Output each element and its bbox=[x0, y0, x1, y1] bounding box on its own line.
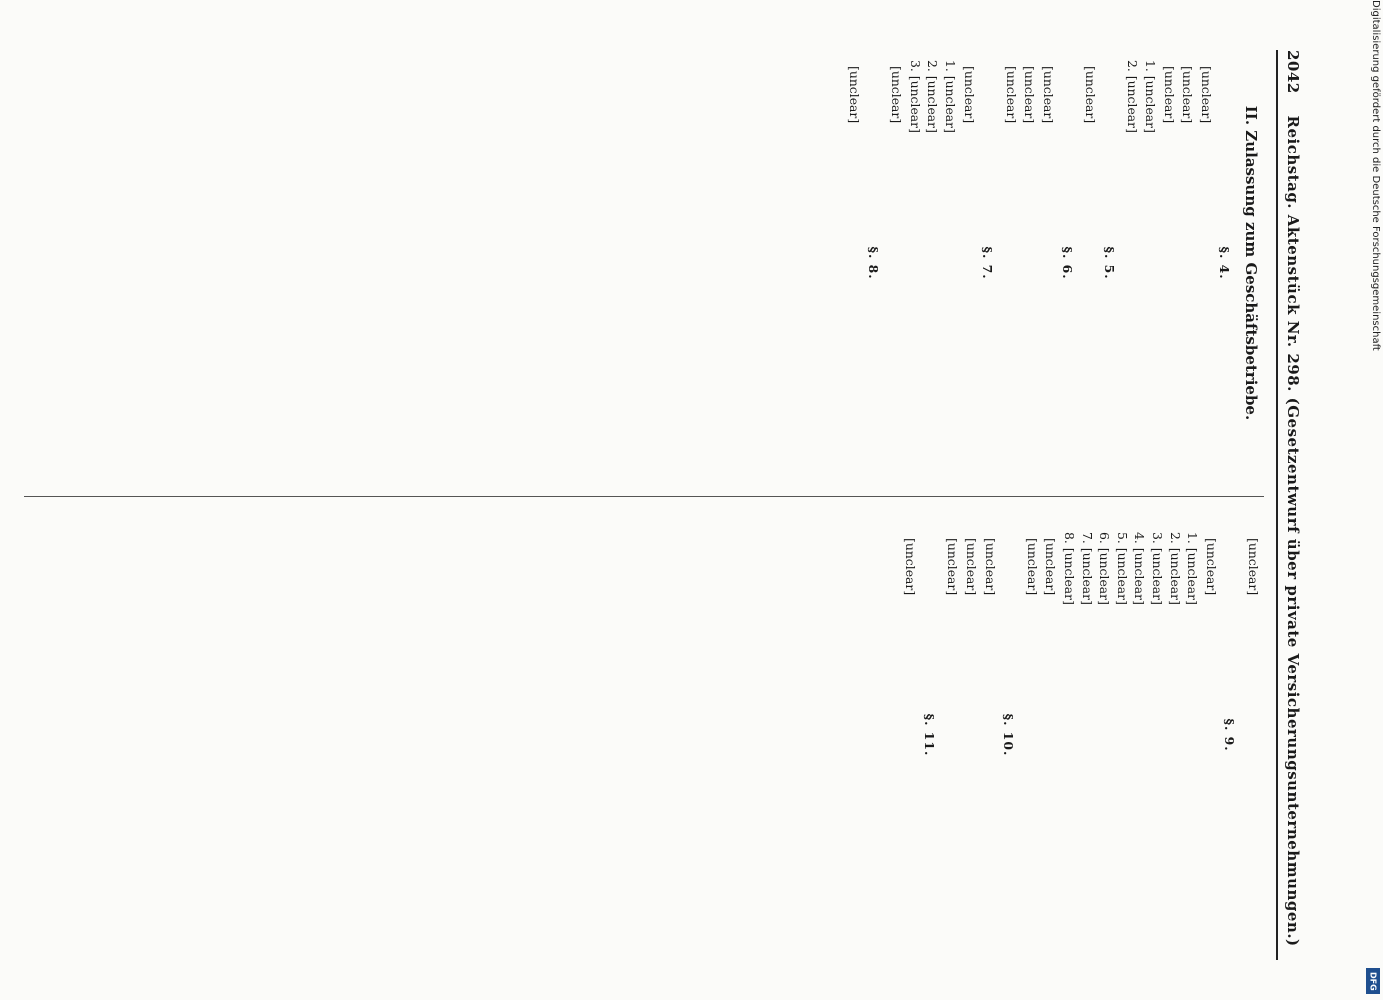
numbered-item: 1. [unclear] bbox=[943, 60, 959, 133]
paragraph: [unclear] bbox=[964, 538, 980, 596]
page-number: 2042 bbox=[1284, 50, 1302, 94]
paragraph: [unclear] bbox=[961, 66, 977, 124]
numbered-item: 3. [unclear] bbox=[907, 60, 923, 133]
paragraph: [unclear] bbox=[1043, 538, 1059, 596]
numbered-item: 2. [unclear] bbox=[925, 60, 941, 133]
dfg-logo-icon: DFG bbox=[1366, 968, 1380, 994]
section-number: §. 5. bbox=[1101, 246, 1117, 280]
page-title: Reichstag. Aktenstück Nr. 298. (Gesetzentwurf über private Versicherungsunternehmungen.) bbox=[1284, 115, 1302, 947]
numbered-item: 7. [unclear] bbox=[1079, 532, 1095, 605]
section-number: §. 9. bbox=[1222, 718, 1238, 752]
paragraph: [unclear] bbox=[945, 538, 961, 596]
paragraph: [unclear] bbox=[889, 66, 905, 124]
section-number: §. 8. bbox=[865, 246, 881, 280]
section-number: §. 7. bbox=[980, 246, 996, 280]
numbered-item: 1. [unclear] bbox=[1143, 60, 1159, 133]
chapter-heading: II. Zulassung zum Geschäftsbetriebe. bbox=[1242, 105, 1260, 421]
paragraph: [unclear] bbox=[1246, 538, 1261, 596]
numbered-item: 8. [unclear] bbox=[1062, 532, 1078, 605]
numbered-item: 1. [unclear] bbox=[1185, 532, 1201, 605]
section-number: §. 4. bbox=[1217, 246, 1233, 280]
paragraph: [unclear] bbox=[847, 66, 863, 124]
left-column bbox=[844, 48, 1264, 478]
paragraph: [unclear] bbox=[903, 538, 919, 596]
paragraph: [unclear] bbox=[982, 538, 998, 596]
digitization-credit: Digitalisierung gefördert durch die Deutsche Forschungsgemeinschaft bbox=[1370, 0, 1381, 351]
section-number: §. 11. bbox=[921, 713, 937, 757]
paragraph: [unclear] bbox=[1180, 66, 1196, 124]
page-header bbox=[1276, 50, 1302, 960]
numbered-item: 3. [unclear] bbox=[1150, 532, 1166, 605]
section-number: §. 6. bbox=[1059, 246, 1075, 280]
paragraph: [unclear] bbox=[1083, 66, 1099, 124]
paragraph: [unclear] bbox=[1024, 538, 1040, 596]
column-divider bbox=[24, 496, 1264, 497]
numbered-item: 2. [unclear] bbox=[1125, 60, 1141, 133]
right-column bbox=[900, 520, 1264, 950]
section-number: §. 10. bbox=[1001, 713, 1017, 757]
paragraph: [unclear] bbox=[1161, 66, 1177, 124]
paragraph: [unclear] bbox=[1198, 66, 1214, 124]
numbered-item: 6. [unclear] bbox=[1097, 532, 1113, 605]
numbered-item: 4. [unclear] bbox=[1132, 532, 1148, 605]
paragraph: [unclear] bbox=[1041, 66, 1057, 124]
paragraph: [unclear] bbox=[1022, 66, 1038, 124]
paragraph: [unclear] bbox=[1003, 66, 1019, 124]
paragraph: [unclear] bbox=[1203, 538, 1219, 596]
numbered-item: 2. [unclear] bbox=[1167, 532, 1183, 605]
numbered-item: 5. [unclear] bbox=[1114, 532, 1130, 605]
